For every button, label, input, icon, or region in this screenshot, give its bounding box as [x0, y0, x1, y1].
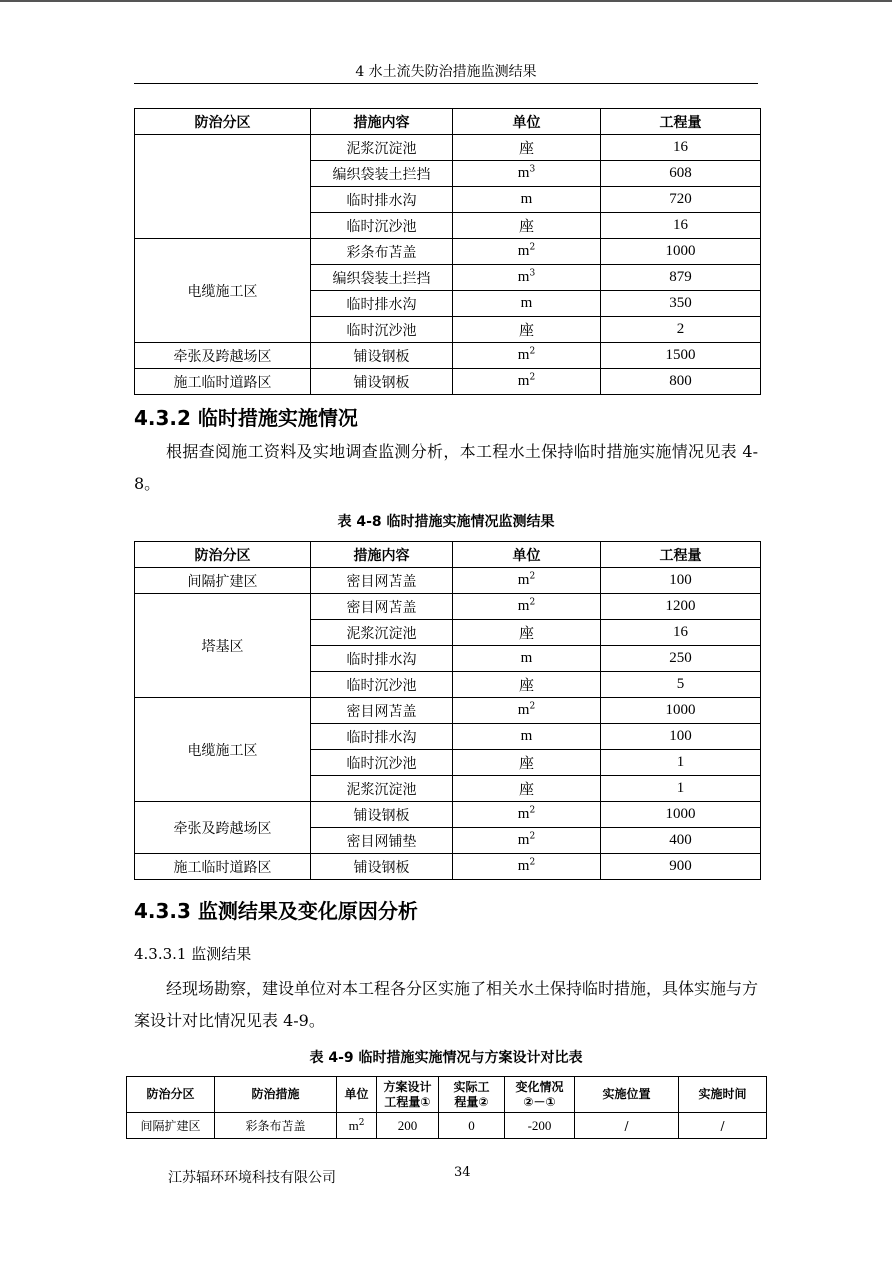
time-cell: /	[679, 1113, 767, 1139]
measure-cell: 临时排水沟	[311, 646, 453, 672]
column-header: 防治分区	[127, 1077, 215, 1113]
measure-cell: 泥浆沉淀池	[311, 776, 453, 802]
measure-cell: 临时排水沟	[311, 187, 453, 213]
measure-cell: 铺设钢板	[311, 802, 453, 828]
page-number: 34	[454, 1165, 471, 1180]
location-cell: /	[575, 1113, 679, 1139]
unit-cell: $m^3$	[453, 265, 601, 291]
unit-cell: $m^2$	[453, 369, 601, 395]
subsection-heading-4-3-3-1: 4.3.3.1 监测结果	[134, 945, 252, 963]
design-quantity-cell: 200	[377, 1113, 439, 1139]
quantity-cell: 1	[601, 776, 761, 802]
quantity-cell: 250	[601, 646, 761, 672]
unit-cell: $m^2$	[337, 1113, 377, 1139]
table-row	[135, 343, 761, 369]
unit-cell: $m^2$	[453, 239, 601, 265]
measure-cell: 泥浆沉淀池	[311, 135, 453, 161]
column-header: 防治分区	[135, 542, 311, 568]
quantity-cell: 1000	[601, 239, 761, 265]
unit-cell: m	[453, 724, 601, 750]
measure-cell: 铺设钢板	[311, 343, 453, 369]
quantity-cell: 720	[601, 187, 761, 213]
table-header-row	[127, 1077, 767, 1113]
column-header: 防治措施	[215, 1077, 337, 1113]
quantity-cell: 1000	[601, 698, 761, 724]
quantity-cell: 608	[601, 161, 761, 187]
table-header-row	[135, 109, 761, 135]
quantity-cell: 800	[601, 369, 761, 395]
quantity-cell: 16	[601, 135, 761, 161]
quantity-cell: 1000	[601, 802, 761, 828]
table-row	[135, 135, 761, 161]
measure-cell: 临时沉沙池	[311, 672, 453, 698]
quantity-cell: 879	[601, 265, 761, 291]
quantity-cell: 400	[601, 828, 761, 854]
body-paragraph: 经现场勘察，建设单位对本工程各分区实施了相关水土保持临时措施，具体实施与方案设计对比情况见表 4-9。	[134, 979, 759, 1030]
footer-company: 江苏辐环环境科技有限公司	[168, 1170, 336, 1186]
zone-cell: 电缆施工区	[135, 239, 311, 343]
table-row	[135, 568, 761, 594]
unit-cell: $m^2$	[453, 828, 601, 854]
measures-table-continued	[134, 108, 761, 395]
zone-cell: 牵张及跨越场区	[135, 802, 311, 854]
change-cell: -200	[505, 1113, 575, 1139]
unit-cell: 座	[453, 135, 601, 161]
zone-cell: 塔基区	[135, 594, 311, 698]
measure-cell: 铺设钢板	[311, 854, 453, 880]
zone-cell: 施工临时道路区	[135, 369, 311, 395]
measure-cell: 泥浆沉淀池	[311, 620, 453, 646]
quantity-cell: 100	[601, 724, 761, 750]
quantity-cell: 1	[601, 750, 761, 776]
zone-cell	[135, 135, 311, 239]
unit-cell: 座	[453, 317, 601, 343]
column-header: 防治分区	[135, 109, 311, 135]
column-header: 变化情况 ②－①	[505, 1077, 575, 1113]
column-header: 方案设计 工程量①	[377, 1077, 439, 1113]
table-row	[135, 698, 761, 724]
unit-cell: $m^2$	[453, 343, 601, 369]
unit-cell: m	[453, 291, 601, 317]
measure-cell: 密目网铺垫	[311, 828, 453, 854]
unit-cell: $m^2$	[453, 698, 601, 724]
table-row	[135, 369, 761, 395]
zone-cell: 牵张及跨越场区	[135, 343, 311, 369]
section-heading-4-3-2: 4.3.2 临时措施实施情况	[134, 406, 358, 430]
unit-cell: $m^2$	[453, 568, 601, 594]
measure-cell: 密目网苫盖	[311, 568, 453, 594]
measure-cell: 彩条布苫盖	[311, 239, 453, 265]
column-header: 单位	[337, 1077, 377, 1113]
running-header: 4 水土流失防治措施监测结果	[355, 64, 537, 80]
column-header: 实际工 程量②	[439, 1077, 505, 1113]
column-header: 单位	[453, 542, 601, 568]
quantity-cell: 1500	[601, 343, 761, 369]
unit-cell: $m^3$	[453, 161, 601, 187]
column-header: 实施时间	[679, 1077, 767, 1113]
zone-cell: 电缆施工区	[135, 698, 311, 802]
zone-cell: 间隔扩建区	[127, 1113, 215, 1139]
column-header: 实施位置	[575, 1077, 679, 1113]
quantity-cell: 900	[601, 854, 761, 880]
measure-cell: 彩条布苫盖	[215, 1113, 337, 1139]
table-row	[135, 594, 761, 620]
unit-cell: 座	[453, 776, 601, 802]
unit-cell: 座	[453, 672, 601, 698]
unit-cell: 座	[453, 213, 601, 239]
column-header: 工程量	[601, 542, 761, 568]
quantity-cell: 16	[601, 620, 761, 646]
table-row	[135, 854, 761, 880]
unit-cell: $m^2$	[453, 594, 601, 620]
zone-cell: 施工临时道路区	[135, 854, 311, 880]
measure-cell: 临时沉沙池	[311, 750, 453, 776]
measure-cell: 编织袋装土拦挡	[311, 161, 453, 187]
measure-cell: 临时沉沙池	[311, 317, 453, 343]
unit-cell: $m^2$	[453, 802, 601, 828]
zone-cell: 间隔扩建区	[135, 568, 311, 594]
measure-cell: 铺设钢板	[311, 369, 453, 395]
quantity-cell: 1200	[601, 594, 761, 620]
measure-cell: 密目网苫盖	[311, 594, 453, 620]
quantity-cell: 16	[601, 213, 761, 239]
measure-cell: 临时沉沙池	[311, 213, 453, 239]
column-header: 措施内容	[311, 109, 453, 135]
body-paragraph: 根据查阅施工资料及实地调查监测分析，本工程水土保持临时措施实施情况见表 4-8。	[134, 442, 758, 493]
unit-cell: $m^2$	[453, 854, 601, 880]
table-4-8	[134, 541, 761, 880]
actual-quantity-cell: 0	[439, 1113, 505, 1139]
table-4-9	[126, 1076, 767, 1139]
unit-cell: 座	[453, 620, 601, 646]
measure-cell: 密目网苫盖	[311, 698, 453, 724]
table-row	[135, 239, 761, 265]
table-caption-4-8: 表 4-8 临时措施实施情况监测结果	[337, 514, 555, 530]
unit-cell: 座	[453, 750, 601, 776]
section-heading-4-3-3: 4.3.3 监测结果及变化原因分析	[134, 899, 418, 923]
table-row	[127, 1113, 767, 1139]
quantity-cell: 100	[601, 568, 761, 594]
unit-cell: m	[453, 187, 601, 213]
quantity-cell: 5	[601, 672, 761, 698]
measure-cell: 编织袋装土拦挡	[311, 265, 453, 291]
column-header: 工程量	[601, 109, 761, 135]
table-header-row	[135, 542, 761, 568]
quantity-cell: 350	[601, 291, 761, 317]
column-header: 措施内容	[311, 542, 453, 568]
table-caption-4-9: 表 4-9 临时措施实施情况与方案设计对比表	[309, 1050, 583, 1066]
unit-cell: m	[453, 646, 601, 672]
page-top-border	[0, 0, 892, 2]
header-rule	[134, 83, 758, 84]
quantity-cell: 2	[601, 317, 761, 343]
table-row	[135, 802, 761, 828]
measure-cell: 临时排水沟	[311, 724, 453, 750]
measure-cell: 临时排水沟	[311, 291, 453, 317]
column-header: 单位	[453, 109, 601, 135]
